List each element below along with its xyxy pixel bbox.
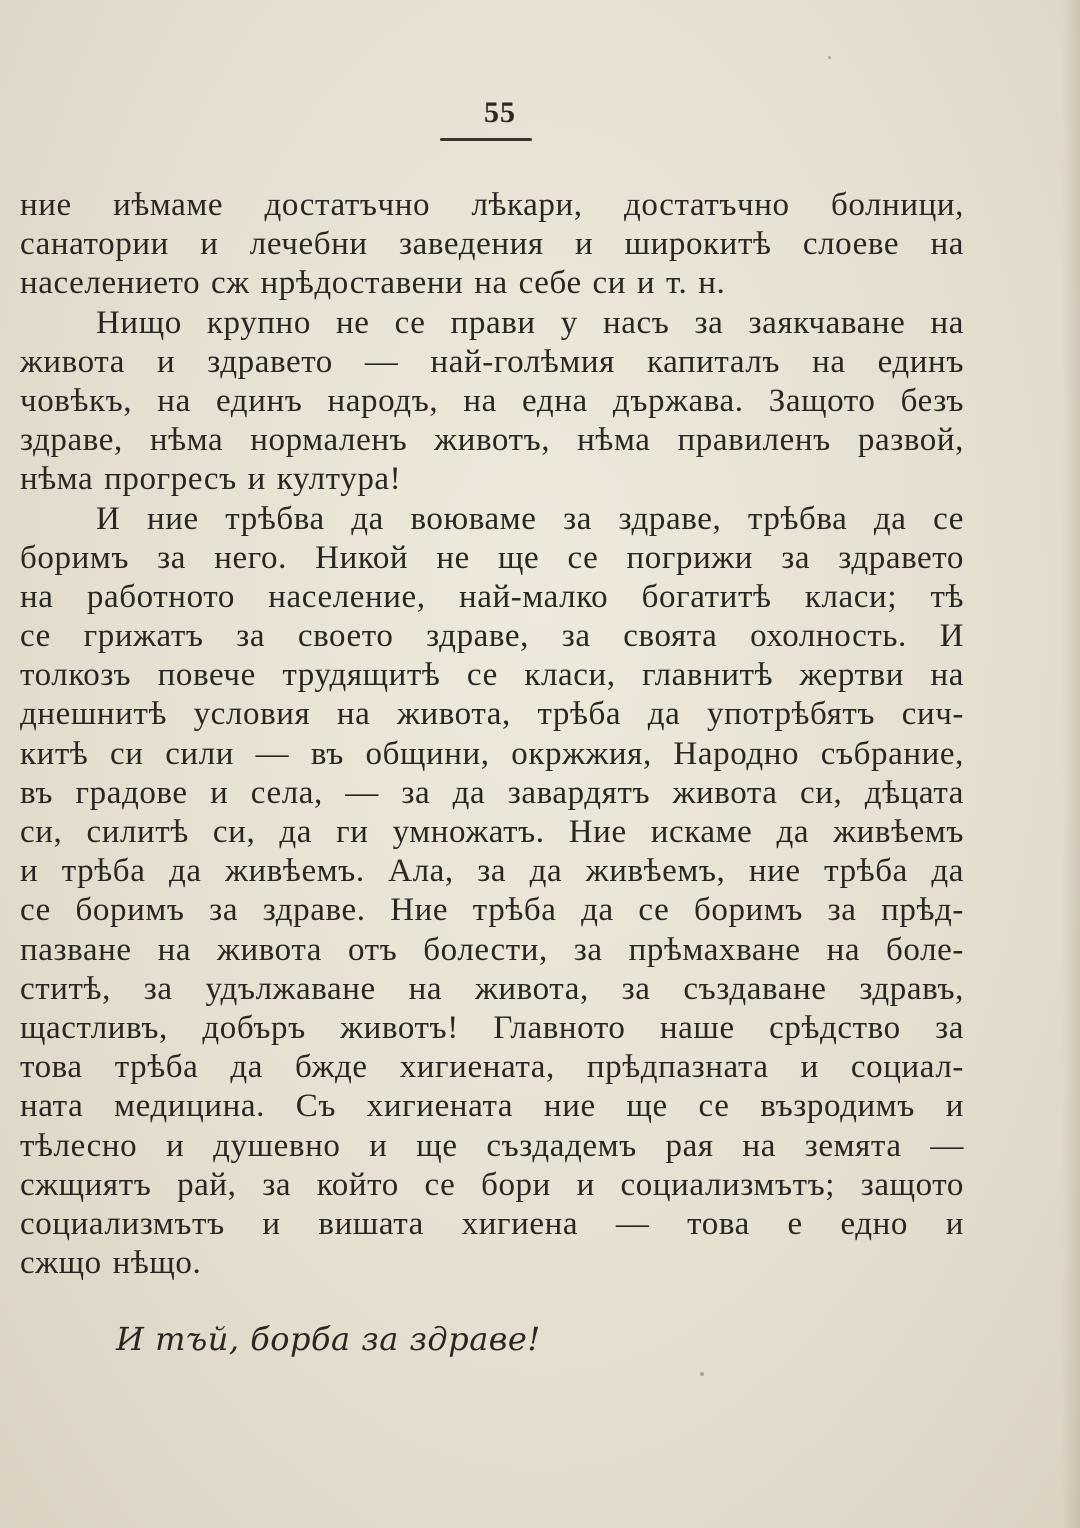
text-line: толкозъ повече трудящитѣ се класи, главнитѣ жертви на [20,657,964,694]
paper-speck [700,1372,704,1376]
text-line: си, силитѣ си, да ги умножатъ. Ние искаме да живѣемъ [20,814,964,850]
body-text [20,186,964,1283]
page-edge-shadow [1062,0,1080,1528]
text-line: ние иѣмаме достатъчно лѣкари, достатъчно болници, [20,187,964,223]
text-line: човѣкъ, на единъ народъ, на една държава. Защото безъ [20,382,964,419]
text-line: ститѣ, за удължаване на живота, за създаване здравъ, [20,970,964,1007]
text-line: населението сж нрѣдоставени на себе си и т. н. [20,265,726,302]
text-line: нѣма прогресъ и култура! [20,461,402,498]
text-line: И ние трѣбва да воюваме за здраве, трѣбва да се [96,500,964,537]
text-line: щастливъ, добъръ животъ! Главното наше срѣдство за [20,1009,964,1046]
text-line: тѣлесно и душевно и ще създадемъ рая на земята — [20,1127,964,1164]
page-number-underline [440,138,532,141]
text-line: китѣ си сили — въ общини, окржжия, Народно събрание, [20,735,964,772]
text-line: днешнитѣ условия на живота, трѣба да употрѣбятъ сич- [20,696,964,733]
closing-line: И тъй, борба за здраве! [116,1320,541,1358]
text-line: санатории и лечебни заведения и широкитѣ слоеве на [20,226,964,263]
text-line: се грижатъ за своето здраве, за своята охолность. И [20,618,964,655]
text-line: се боримъ за здраве. Ние трѣба да се боримъ за прѣд- [20,892,964,929]
text-line: това трѣба да бжде хигиената, прѣдпазната и социал- [20,1049,964,1086]
text-line: на работното население, най-малко богатитѣ класи; тѣ [20,578,964,615]
text-line: ната медицина. Съ хигиената ние ще се възродимъ и [20,1088,964,1125]
text-line: здраве, нѣма нормаленъ животъ, нѣма правиленъ развой, [20,422,964,459]
text-line: социализмътъ и вишата хигиена — това е едно и [20,1205,964,1242]
text-line: и трѣба да живѣемъ. Ала, за да живѣемъ, ние трѣба да [20,853,964,890]
text-line: сжщо нѣщо. [20,1245,202,1282]
page-number: 55 [484,96,516,129]
text-line: боримъ за него. Никой не ще се погрижи за здравето [20,539,964,576]
text-line: сжщиятъ рай, за който се бори и социализмътъ; защото [20,1166,964,1203]
text-line: въ градове и села, — за да завардятъ живота си, дѣцата [20,774,964,811]
paper-speck [828,56,831,59]
text-line: пазване на живота отъ болести, за прѣмахване на боле- [20,931,964,968]
text-line: живота и здравето — най-голѣмия капиталъ на единъ [20,343,964,380]
text-line: Нищо крупно не се прави у насъ за заякчаване на [96,304,964,341]
